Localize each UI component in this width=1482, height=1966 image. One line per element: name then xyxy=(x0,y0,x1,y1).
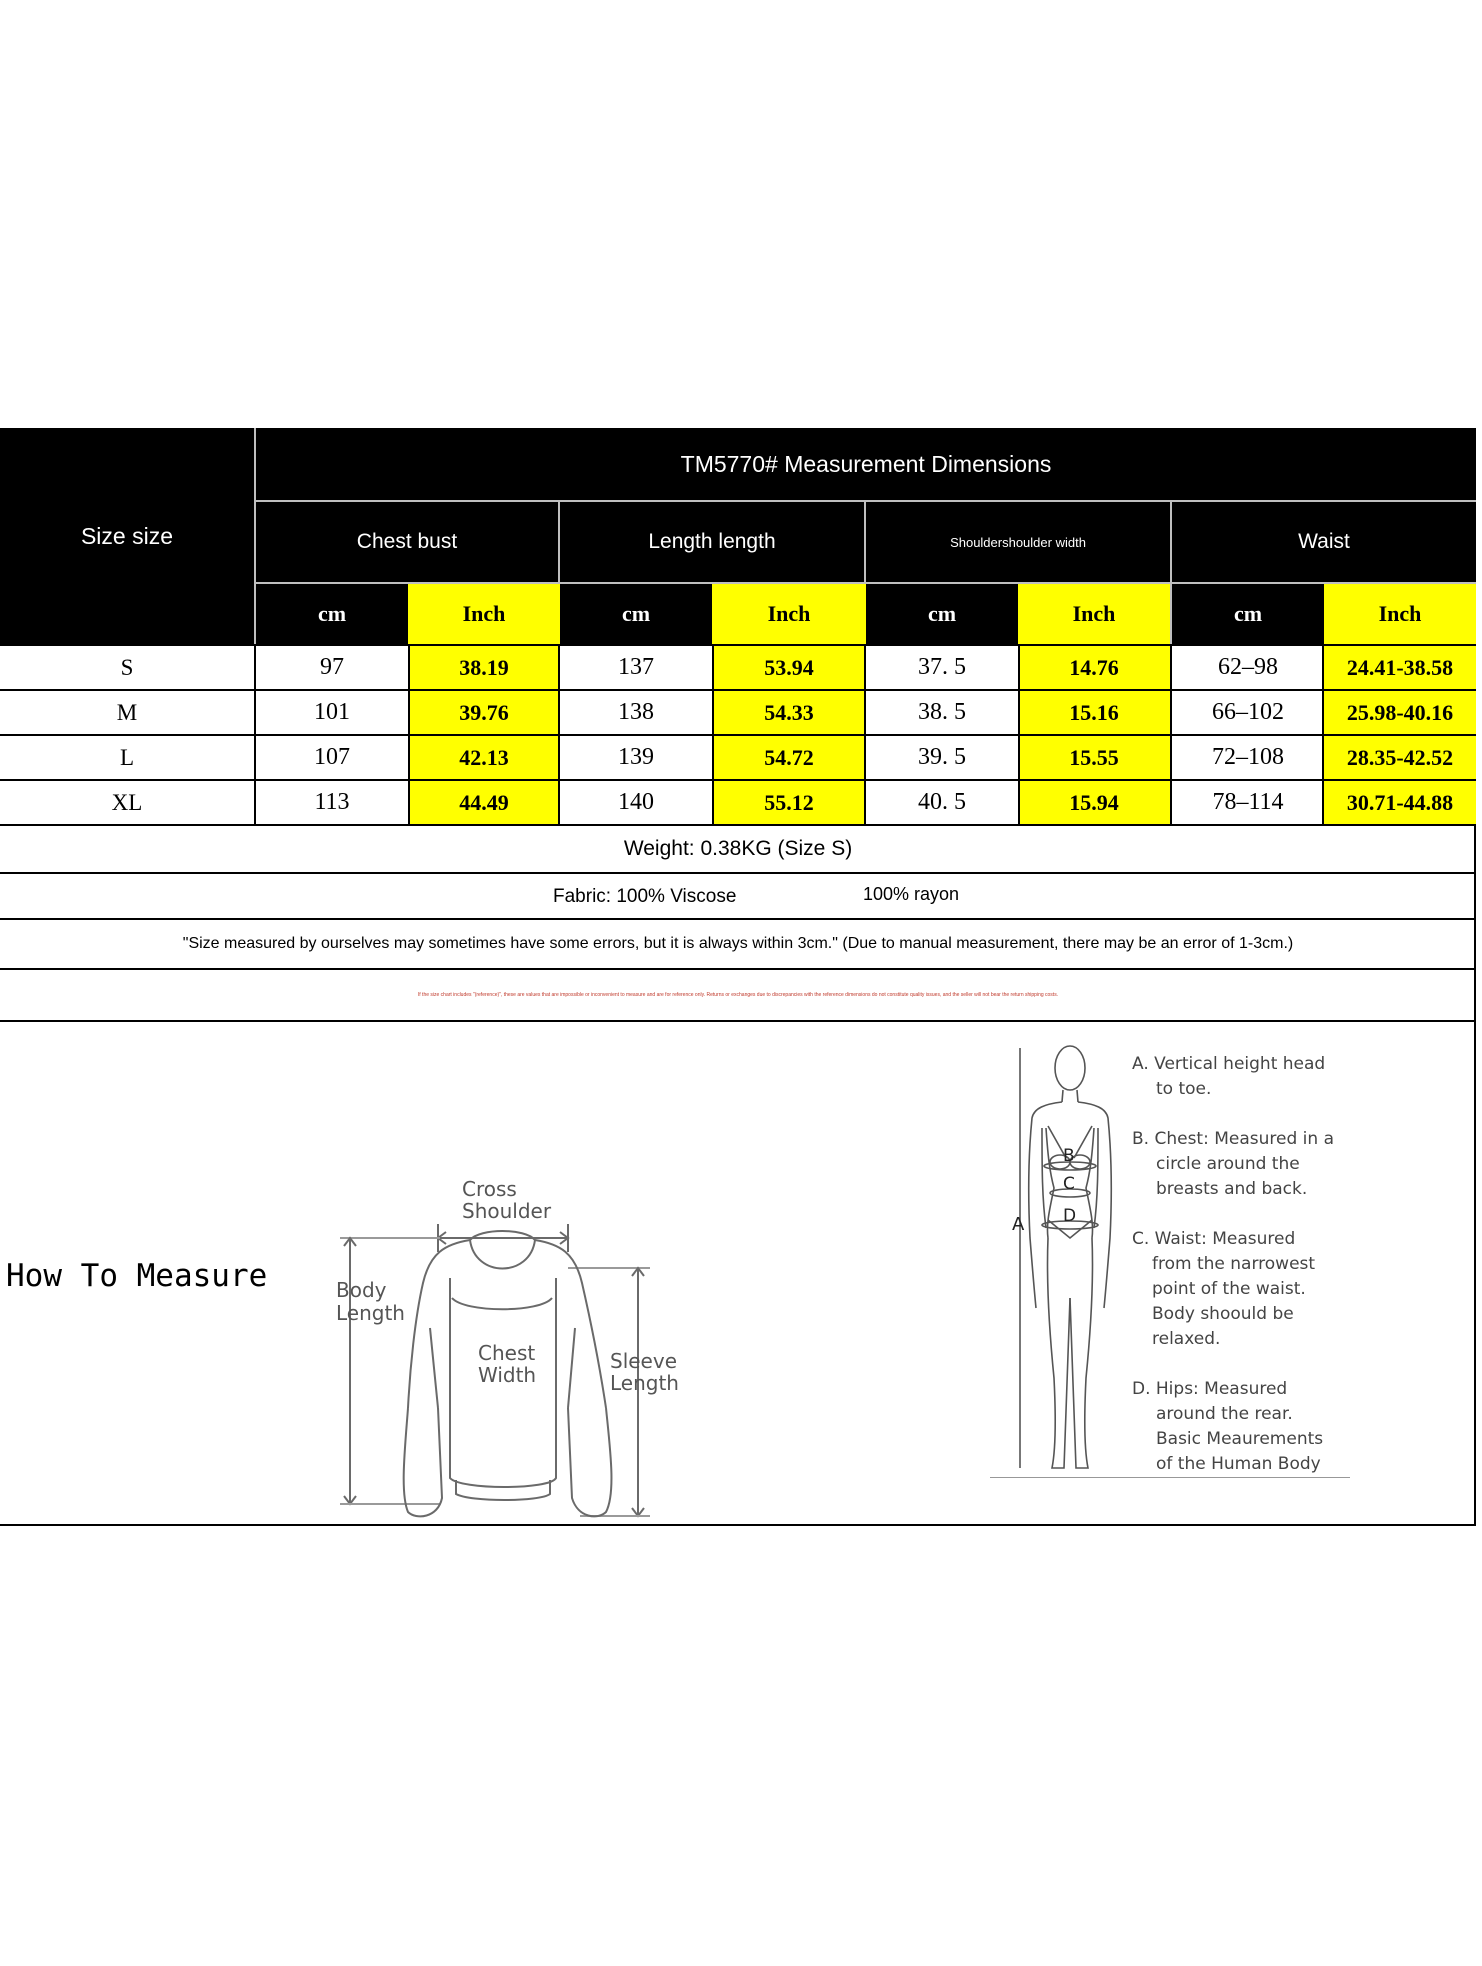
weight-row xyxy=(0,826,1476,872)
fabric-text: Fabric: 100% Viscose xyxy=(553,886,737,907)
inch-value-cell: 25.98-40.16 xyxy=(1324,691,1476,734)
column-divider xyxy=(1322,644,1324,826)
inch-value-cell: 42.13 xyxy=(408,736,560,779)
note-line: C. Waist: Measured xyxy=(1132,1229,1296,1249)
group-header-waist xyxy=(1172,502,1476,582)
garment-label-sleeve-1: Sleeve xyxy=(610,1349,678,1373)
garment-label-cross-2: Shoulder xyxy=(462,1199,552,1223)
cm-value-cell: 66–102 xyxy=(1212,699,1284,725)
fabric-row xyxy=(0,874,1476,918)
cm-value-cell: 78–114 xyxy=(1212,789,1284,815)
garment-label-chest-1: Chest xyxy=(478,1341,536,1365)
cm-value-cell: 38. 5 xyxy=(918,699,966,725)
cm-value-cell: 107 xyxy=(314,744,350,770)
inch-value-cell: 55.12 xyxy=(712,781,866,824)
body-note-a xyxy=(1132,1052,1334,1102)
body-letter-a: A xyxy=(1012,1214,1025,1235)
table-title xyxy=(256,428,1476,500)
group-header-length xyxy=(560,502,864,582)
cm-value-cell: 140 xyxy=(618,789,654,815)
cm-value-cell: 40. 5 xyxy=(918,789,966,815)
inch-value-cell: 54.72 xyxy=(712,736,866,779)
size-header-label: Size size xyxy=(80,522,174,549)
inch-value-cell: 28.35-42.52 xyxy=(1324,736,1476,779)
cm-value-cell: 97 xyxy=(320,654,344,680)
cm-value-cell: 113 xyxy=(314,789,350,815)
cm-value-cell: 101 xyxy=(314,699,350,725)
note-line: breasts and back. xyxy=(1156,1179,1308,1199)
column-divider xyxy=(864,644,866,826)
size-label: XL xyxy=(111,789,143,815)
group-header-label: Waist xyxy=(1298,530,1350,553)
column-divider xyxy=(558,644,560,826)
weight-text: Weight: 0.38KG (Size S) xyxy=(623,837,853,860)
size-label: M xyxy=(116,699,138,725)
body-letter-c: C xyxy=(1063,1174,1075,1194)
group-header-chest xyxy=(256,502,558,582)
column-divider xyxy=(408,644,410,826)
cm-value-cell: 37. 5 xyxy=(918,654,966,680)
column-divider xyxy=(1170,644,1172,826)
garment-diagram xyxy=(320,1078,700,1408)
inch-value-cell: 54.33 xyxy=(712,691,866,734)
cm-value-cell: 39. 5 xyxy=(918,744,966,770)
table-title-text: TM5770# Measurement Dimensions xyxy=(680,450,1052,477)
garment-label-sleeve-2: Length xyxy=(610,1371,679,1395)
garment-diagram-lower xyxy=(320,1408,700,1518)
note-line: A. Vertical height head xyxy=(1132,1054,1326,1074)
unit-header-inch: Inch xyxy=(712,584,866,644)
inch-value-cell: 44.49 xyxy=(408,781,560,824)
cm-value-cell: 62–98 xyxy=(1218,654,1278,680)
body-note-d xyxy=(1132,1377,1334,1477)
fine-print-row xyxy=(0,970,1476,1020)
unit-header-cm: cm xyxy=(927,601,957,626)
cm-value-cell: 138 xyxy=(618,699,654,725)
inch-value-cell: 15.94 xyxy=(1018,781,1170,824)
unit-header-inch: Inch xyxy=(1018,584,1170,644)
cm-value-cell: 137 xyxy=(618,654,654,680)
size-chart xyxy=(0,428,1476,1526)
body-letter-b: B xyxy=(1063,1146,1075,1166)
unit-header-inch: Inch xyxy=(408,584,560,644)
size-label: S xyxy=(120,654,134,680)
inch-value-cell: 53.94 xyxy=(712,646,866,689)
column-divider xyxy=(1018,644,1020,826)
body-note-b xyxy=(1132,1127,1334,1202)
garment-label-body-2: Length xyxy=(336,1301,405,1325)
inch-value-cell: 30.71-44.88 xyxy=(1324,781,1476,824)
how-to-measure-label: How To Measure xyxy=(6,1258,268,1294)
row-divider xyxy=(0,644,1476,646)
unit-header-cm: cm xyxy=(1233,601,1263,626)
garment-label-cross-1: Cross xyxy=(462,1177,517,1201)
note-line: relaxed. xyxy=(1152,1329,1221,1349)
inch-value-cell: 39.76 xyxy=(408,691,560,734)
inch-value-cell: 38.19 xyxy=(408,646,560,689)
size-label: L xyxy=(119,744,135,770)
group-header-label: Chest bust xyxy=(356,530,458,553)
cm-value-cell: 139 xyxy=(618,744,654,770)
group-header-shoulder xyxy=(866,502,1170,582)
cm-value-cell: 72–108 xyxy=(1212,744,1284,770)
note-line: Basic Meaurements xyxy=(1156,1429,1324,1449)
garment-label-chest-2: Width xyxy=(478,1363,537,1387)
body-notes xyxy=(1132,1052,1334,1477)
inch-value-cell: 24.41-38.58 xyxy=(1324,646,1476,689)
note-line: from the narrowest xyxy=(1152,1254,1316,1274)
rayon-text: 100% rayon xyxy=(863,884,960,904)
group-header-label: Shouldershoulder width xyxy=(950,534,1086,550)
note-line: D. Hips: Measured xyxy=(1132,1379,1288,1399)
inch-value-cell: 15.16 xyxy=(1018,691,1170,734)
group-header-label: Length length xyxy=(648,530,776,553)
divider xyxy=(0,1020,1476,1022)
note-line: to toe. xyxy=(1156,1079,1212,1099)
disclaimer-row xyxy=(0,920,1476,968)
unit-header-inch: Inch xyxy=(1324,584,1476,644)
garment-label-body-1: Body xyxy=(336,1278,387,1302)
note-line: Body shoould be xyxy=(1152,1304,1294,1324)
note-line: B. Chest: Measured in a xyxy=(1132,1129,1334,1149)
inch-value-cell: 14.76 xyxy=(1018,646,1170,689)
note-line: around the rear. xyxy=(1156,1404,1293,1424)
body-note-c xyxy=(1132,1227,1334,1352)
inch-value-cell: 15.55 xyxy=(1018,736,1170,779)
unit-header-cm: cm xyxy=(317,601,347,626)
unit-header-cm: cm xyxy=(621,601,651,626)
disclaimer-text: "Size measured by ourselves may sometimes have some errors, but it is always within 3cm." (Due to manual measurement, there may be an error of 1-3cm.) xyxy=(182,935,1294,952)
body-letter-d: D xyxy=(1063,1206,1077,1226)
fine-print-text: If the size chart includes "(reference)", these are values that are impossible or inconvenient to measure and are for reference only. Returns or exchanges due to discrepancies with the reference dimensions do not constitute quality issues, and the seller will not bear the return shipping costs. xyxy=(417,992,1059,998)
note-line: circle around the xyxy=(1156,1154,1300,1174)
note-line: point of the waist. xyxy=(1152,1279,1306,1299)
column-divider xyxy=(712,644,714,826)
size-header xyxy=(0,428,254,644)
column-divider xyxy=(254,644,256,826)
note-line: of the Human Body xyxy=(1156,1454,1321,1474)
